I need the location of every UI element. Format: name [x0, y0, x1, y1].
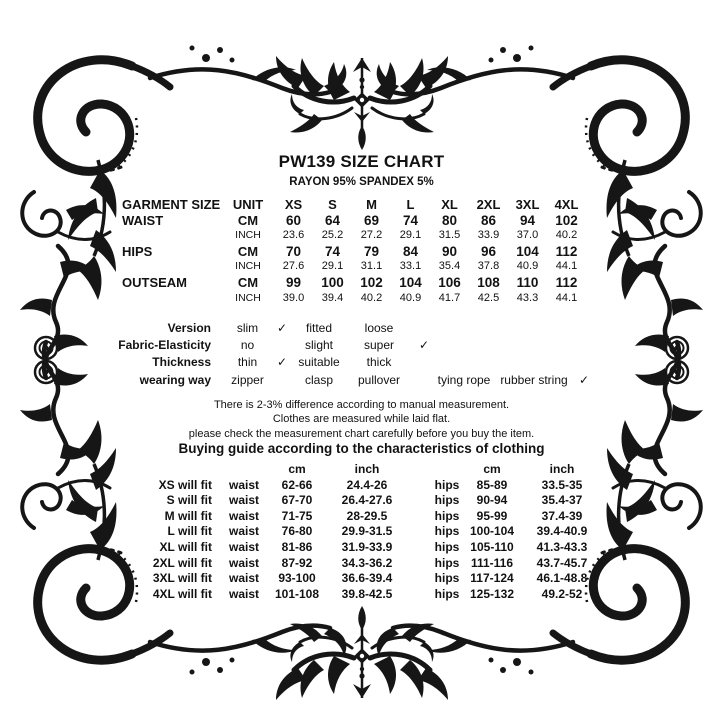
size-table-value: 23.6 [282, 229, 305, 242]
buying-guide-inch: 37.4-39 [541, 508, 583, 523]
size-table-header: GARMENT SIZE [122, 197, 221, 212]
size-table-value: 79 [363, 243, 380, 259]
size-table-value: 94 [519, 212, 536, 228]
size-table-value: 27.2 [360, 229, 383, 242]
size-table [122, 197, 586, 306]
buying-guide-size: XL will fit [159, 539, 212, 554]
buying-guide-inch: 46.1-48.8 [536, 571, 588, 586]
fabric-composition: RAYON 95% SPANDEX 5% [289, 176, 434, 188]
measurement-notes [0, 398, 723, 441]
buying-guide-part: waist [228, 477, 259, 492]
buying-guide-part: waist [228, 555, 259, 570]
buying-guide-spacer [406, 571, 432, 587]
buying-guide-part: hips [434, 524, 460, 539]
buying-guide-inch: 36.6-39.4 [341, 571, 393, 586]
attribute-option: fitted [305, 321, 332, 335]
buying-guide-inch: 49.2-52 [541, 586, 583, 601]
buying-guide-size: M will fit [164, 508, 212, 523]
buying-guide-part: hips [434, 477, 460, 492]
buying-guide-cm: 85-89 [476, 477, 508, 492]
check-slot [574, 337, 594, 354]
size-table-value: 70 [285, 243, 302, 259]
size-table-header: XS [284, 197, 303, 212]
size-table-header: UNIT [232, 197, 264, 212]
size-table-value: 102 [360, 274, 383, 290]
buying-guide-size: 2XL will fit [152, 555, 212, 570]
buying-guide-size: S will fit [166, 493, 212, 508]
buying-guide-part: waist [228, 508, 259, 523]
size-table-value: 33.9 [477, 229, 500, 242]
size-table-value: 43.3 [516, 291, 539, 304]
attribute-label: wearing way [139, 372, 211, 387]
buying-guide-part: hips [434, 493, 460, 508]
buying-guide-header-spacer [222, 462, 266, 478]
size-table-header: 4XL [554, 197, 579, 212]
size-table-value: 99 [285, 274, 302, 290]
buying-guide-spacer [406, 524, 432, 540]
size-table-value: 29.1 [321, 260, 344, 273]
buying-guide-cm: 76-80 [281, 524, 313, 539]
buying-guide-size: XS will fit [158, 477, 212, 492]
size-table-value: 39.4 [321, 291, 344, 304]
size-table-value: 40.9 [399, 291, 422, 304]
note-line: please check the measurement chart carefully before you buy the item. [188, 427, 535, 440]
size-table-value: 60 [285, 212, 302, 228]
size-table-value: 33.1 [399, 260, 422, 273]
size-table-row-label [122, 259, 222, 275]
buying-guide-cm: 111-116 [470, 555, 514, 570]
size-table-value: 37.0 [516, 229, 539, 242]
buying-guide-cm: 90-94 [476, 493, 508, 508]
buying-guide-part: waist [228, 539, 259, 554]
attribute-label: Version [167, 321, 211, 335]
attribute-option [434, 354, 494, 371]
size-table-value: 112 [555, 274, 578, 290]
buying-guide-table [100, 462, 602, 602]
buying-guide-part: waist [228, 493, 259, 508]
size-table-value: 25.2 [321, 229, 344, 242]
buying-guide-spacer [406, 493, 432, 509]
buying-guide-inch: 41.3-43.3 [536, 539, 588, 554]
note-line: There is 2-3% difference according to manual measurement. [213, 399, 510, 411]
attribute-option [494, 320, 574, 337]
check-slot [414, 372, 434, 389]
size-table-header: XL [441, 197, 458, 212]
size-table-row-label [122, 228, 222, 244]
buying-guide-header-spacer [432, 462, 462, 478]
size-table-value: 102 [555, 212, 578, 228]
size-table-value: 40.2 [360, 291, 383, 304]
buying-guide-inch: 31.9-33.9 [341, 539, 393, 554]
size-table-unit: INCH [235, 260, 261, 273]
buying-guide-header-spacer [100, 462, 222, 478]
check-mark: ✓ [418, 338, 430, 353]
buying-guide-spacer [406, 509, 432, 525]
attribute-option: pullover [357, 372, 401, 387]
size-table-header: 2XL [476, 197, 501, 212]
check-slot [270, 337, 294, 354]
check-slot [574, 320, 594, 337]
check-mark: ✓ [276, 321, 288, 335]
size-table-unit: CM [237, 243, 259, 259]
buying-guide-cm: 67-70 [281, 493, 313, 508]
size-table-value: 27.6 [282, 260, 305, 273]
size-table-value: 100 [321, 274, 344, 290]
size-table-value: 37.8 [477, 260, 500, 273]
buying-guide-title: Buying guide according to the characteristics of clothing [178, 441, 545, 456]
size-table-value: 74 [402, 212, 419, 228]
buying-guide-cm: 100-104 [469, 524, 515, 539]
attribute-option: thick [366, 355, 392, 370]
buying-guide-spacer [406, 478, 432, 494]
attribute-option: no [240, 338, 255, 353]
size-table-value: 69 [363, 212, 380, 228]
size-table-value: 108 [477, 274, 500, 290]
size-table-header: S [328, 197, 337, 212]
size-table-value: 84 [402, 243, 419, 259]
buying-guide-part: hips [434, 555, 460, 570]
check-slot [414, 320, 434, 337]
attribute-table [60, 320, 594, 389]
size-table-value: 64 [324, 212, 341, 228]
attribute-option: suitable [298, 355, 340, 370]
buying-guide-cm: 81-86 [281, 539, 313, 554]
buying-guide-cm: 125-132 [469, 586, 515, 601]
size-table-row-label: OUTSEAM [122, 274, 187, 290]
page-title: PW139 SIZE CHART [278, 152, 445, 171]
buying-guide-inch: 39.8-42.5 [341, 586, 393, 601]
size-table-value: 40.2 [555, 229, 578, 242]
buying-guide-part: hips [434, 539, 460, 554]
size-table-value: 96 [480, 243, 497, 259]
buying-guide-part: waist [228, 524, 259, 539]
buying-guide-part: hips [434, 571, 460, 586]
size-table-unit: CM [237, 212, 259, 228]
size-table-value: 39.0 [282, 291, 305, 304]
buying-guide-unit-header: inch [549, 462, 575, 476]
size-table-value: 80 [441, 212, 458, 228]
check-slot [574, 354, 594, 371]
buying-guide-part: hips [434, 508, 460, 523]
buying-guide-unit-header: cm [483, 462, 501, 476]
buying-guide-cm: 95-99 [476, 508, 508, 523]
size-table-value: 104 [399, 274, 422, 290]
size-table-row-label: WAIST [122, 212, 164, 228]
buying-guide-cm: 93-100 [278, 571, 316, 586]
size-table-value: 44.1 [555, 260, 578, 273]
attribute-option: clasp [304, 372, 333, 387]
size-table-value: 106 [438, 274, 461, 290]
size-table-unit: CM [237, 274, 259, 290]
buying-guide-size: 4XL will fit [152, 586, 212, 601]
size-table-header: M [366, 197, 377, 212]
buying-guide-inch: 43.7-45.7 [536, 555, 588, 570]
buying-guide-cm: 71-75 [281, 508, 313, 523]
attribute-option: zipper [231, 372, 264, 387]
attribute-label: Thickness [152, 355, 211, 370]
size-table-value: 35.4 [438, 260, 461, 273]
size-table-header: L [406, 197, 415, 212]
attribute-option: loose [364, 321, 394, 335]
size-table-value: 41.7 [438, 291, 461, 304]
check-mark: ✓ [578, 372, 590, 387]
buying-guide-inch: 33.5-35 [541, 477, 583, 492]
size-table-value: 74 [324, 243, 341, 259]
buying-guide-inch: 34.3-36.2 [341, 555, 393, 570]
buying-guide-inch: 24.4-26 [346, 477, 388, 492]
size-table-unit: INCH [235, 229, 261, 242]
size-table-value: 31.5 [438, 229, 461, 242]
attribute-option: rubber string [500, 372, 568, 387]
buying-guide-unit-header: cm [288, 462, 306, 476]
size-table-unit: INCH [235, 291, 261, 304]
attribute-option: slim [236, 321, 259, 335]
buying-guide-spacer [406, 540, 432, 556]
buying-guide-unit-header: inch [354, 462, 380, 476]
buying-guide-cm: 87-92 [281, 555, 313, 570]
attribute-option [494, 354, 574, 371]
size-table-value: 44.1 [555, 291, 578, 304]
size-table-row-label: HIPS [122, 243, 153, 259]
check-slot [270, 372, 294, 389]
buying-guide-inch: 39.4-40.9 [536, 524, 588, 539]
size-table-value: 40.9 [516, 260, 539, 273]
check-slot [414, 354, 434, 371]
buying-guide-part: hips [434, 586, 460, 601]
buying-guide-cm: 117-124 [470, 571, 514, 586]
buying-guide-size: L will fit [167, 524, 212, 539]
size-table-row-label [122, 291, 222, 307]
buying-guide-cm: 62-66 [281, 477, 313, 492]
attribute-option: slight [304, 338, 333, 353]
attribute-option [434, 320, 494, 337]
size-table-value: 86 [480, 212, 497, 228]
attribute-label: Fabric-Elasticity [118, 338, 211, 353]
size-table-value: 31.1 [360, 260, 383, 273]
size-table-header: 3XL [515, 197, 540, 212]
buying-guide-spacer [406, 587, 432, 603]
buying-guide-size: 3XL will fit [152, 571, 212, 586]
size-table-value: 112 [555, 243, 578, 259]
attribute-option: tying rope [437, 372, 491, 387]
attribute-option: thin [237, 355, 258, 370]
buying-guide-header-spacer [406, 462, 432, 478]
check-mark: ✓ [276, 355, 288, 370]
size-table-value: 42.5 [477, 291, 500, 304]
size-table-value: 29.1 [399, 229, 422, 242]
attribute-option: super [363, 338, 395, 353]
note-line: Clothes are measured while laid flat. [272, 413, 451, 426]
size-table-value: 110 [516, 274, 539, 290]
buying-guide-inch: 26.4-27.6 [341, 493, 393, 508]
buying-guide-inch: 35.4-37 [541, 493, 583, 508]
size-table-value: 104 [516, 243, 539, 259]
attribute-option [434, 337, 494, 354]
buying-guide-spacer [406, 556, 432, 572]
size-table-value: 90 [441, 243, 458, 259]
buying-guide-inch: 28-29.5 [346, 508, 388, 523]
buying-guide-inch: 29.9-31.5 [341, 524, 393, 539]
buying-guide-part: waist [228, 571, 259, 586]
buying-guide-cm: 101-108 [274, 586, 320, 601]
attribute-option [494, 337, 574, 354]
buying-guide-cm: 105-110 [470, 539, 514, 554]
buying-guide-part: waist [228, 586, 259, 601]
